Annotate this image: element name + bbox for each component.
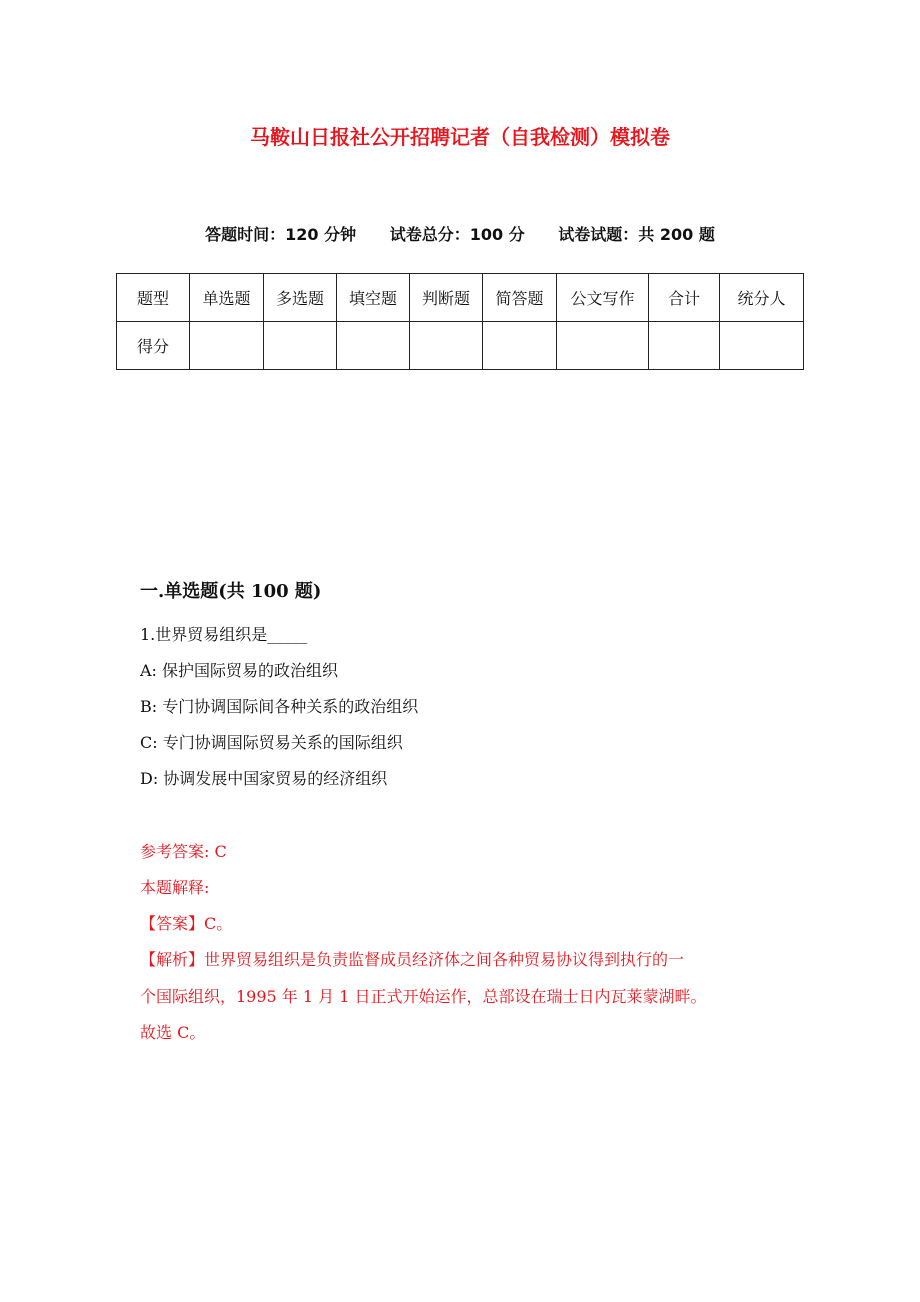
explanation-label: 本题解释: [140,878,210,897]
score-cell [483,322,557,370]
option-c: C: 专门协调国际贸易关系的国际组织 [140,733,403,752]
question-stem: 1.世界贸易组织是_____ [140,625,308,644]
option-b: B: 专门协调国际间各种关系的政治组织 [140,697,419,716]
section-heading: 一.单选题(共 100 题) [140,581,322,602]
score-cell [264,322,337,370]
option-d: D: 协调发展中国家贸易的经济组织 [140,769,388,788]
exam-count: 试卷试题：共 200 题 [558,225,715,244]
exam-time: 答题时间：120 分钟 [205,225,357,244]
reference-answer: 参考答案: C [140,842,227,861]
explanation-line: 个国际组织，1995 年 1 月 1 日正式开始运作，总部设在瑞士日内瓦莱蒙湖畔。 [140,987,707,1006]
score-table [116,273,804,370]
score-cell [337,322,410,370]
header-cell: 公文写作 [557,274,649,322]
score-table-header [117,274,804,322]
exam-total: 试卷总分：100 分 [389,225,525,244]
score-cell [649,322,720,370]
header-cell: 判断题 [410,274,483,322]
header-cell: 多选题 [264,274,337,322]
exam-info [0,222,920,245]
document-title: 马鞍山日报社公开招聘记者（自我检测）模拟卷 [250,125,670,149]
explanation-line: 【答案】C。 [140,914,233,933]
score-cell [190,322,264,370]
row-label: 得分 [117,322,190,370]
header-cell: 填空题 [337,274,410,322]
score-row [117,322,804,370]
header-cell: 单选题 [190,274,264,322]
score-cell [410,322,483,370]
header-cell: 合计 [649,274,720,322]
option-a: A: 保护国际贸易的政治组织 [140,661,339,680]
score-cell [557,322,649,370]
score-cell [720,322,804,370]
explanation-line: 【解析】世界贸易组织是负责监督成员经济体之间各种贸易协议得到执行的一 [140,950,685,969]
header-cell: 简答题 [483,274,557,322]
header-cell: 统分人 [720,274,804,322]
explanation-line: 故选 C。 [140,1023,206,1042]
header-cell: 题型 [117,274,190,322]
